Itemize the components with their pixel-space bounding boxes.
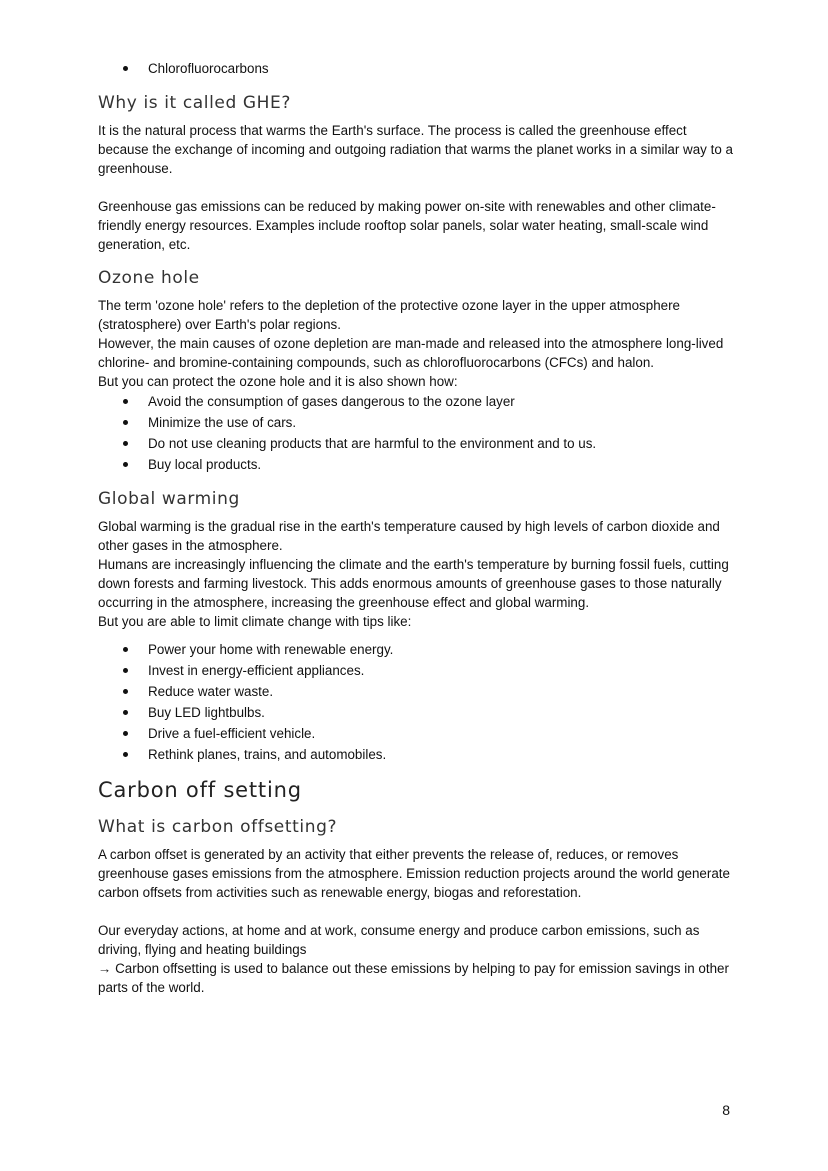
list-item: Invest in energy-efficient appliances. [98,660,738,681]
list-item: Buy LED lightbulbs. [98,702,738,723]
list-item: Power your home with renewable energy. [98,639,738,660]
ozone-paragraph-3: But you can protect the ozone hole and it is also shown how: [98,374,458,389]
offsetting-paragraph-1: A carbon offset is generated by an activity that either prevents the release of, reduces, or removes greenhouse gases emissions from the atmosphere. Emission reduction projects around the world generate carbon offsets from activities such as renewable energy, biogas and reforestation. [98,847,730,900]
warming-paragraph-2: Humans are increasingly influencing the climate and the earth's temperature by burning fossil fuels, cutting down forests and farming livestock. This adds enormous amounts of greenhouse gases to those naturally occurring in the atmosphere, increasing the greenhouse effect and global warming. [98,557,729,610]
ozone-paragraph-1: The term 'ozone hole' refers to the depletion of the protective ozone layer in the upper atmosphere (stratosphere) over Earth's polar regions. [98,298,681,332]
page-number: 8 [722,1102,730,1118]
list-item: Rethink planes, trains, and automobiles. [98,744,738,765]
page-content [98,58,738,997]
offsetting-paragraph-2: Our everyday actions, at home and at work, consume energy and produce carbon emissions, such as driving, flying and heating buildings [98,923,700,957]
list-item: Chlorofluorocarbons [98,58,738,79]
offsetting-subheading: What is carbon offsetting? [98,817,338,837]
ghe-heading: Why is it called GHE? [98,93,292,113]
warming-paragraph-3: But you are able to limit climate change with tips like: [98,614,412,629]
list-item: Do not use cleaning products that are harmful to the environment and to us. [98,433,738,454]
top-bullet-list [98,58,738,79]
offsetting-paragraph-3: → Carbon offsetting is used to balance out these emissions by helping to pay for emission savings in other parts of the world. [98,961,729,995]
list-item: Reduce water waste. [98,681,738,702]
list-item: Minimize the use of cars. [98,412,738,433]
warming-paragraph-1: Global warming is the gradual rise in the earth's temperature caused by high levels of carbon dioxide and other gases in the atmosphere. [98,519,720,553]
list-item: Drive a fuel-efficient vehicle. [98,723,738,744]
offsetting-heading: Carbon off setting [98,778,302,802]
ghe-paragraph-2: Greenhouse gas emissions can be reduced by making power on-site with renewables and other climate-friendly energy resources. Examples include rooftop solar panels, solar water heating, small-scale wind generation, etc. [98,199,716,252]
ozone-paragraph-2: However, the main causes of ozone depletion are man-made and released into the atmosphere long-lived chlorine- and bromine-containing compounds, such as chlorofluorocarbons (CFCs) and halon. [98,336,724,370]
list-item: Avoid the consumption of gases dangerous to the ozone layer [98,391,738,412]
warming-heading: Global warming [98,489,240,509]
ozone-bullet-list [98,391,738,475]
list-item: Buy local products. [98,454,738,475]
ghe-paragraph-1: It is the natural process that warms the Earth's surface. The process is called the greenhouse effect because the exchange of incoming and outgoing radiation that warms the planet works in a similar way to a greenhouse. [98,123,733,176]
ozone-heading: Ozone hole [98,268,200,288]
warming-bullet-list [98,639,738,765]
